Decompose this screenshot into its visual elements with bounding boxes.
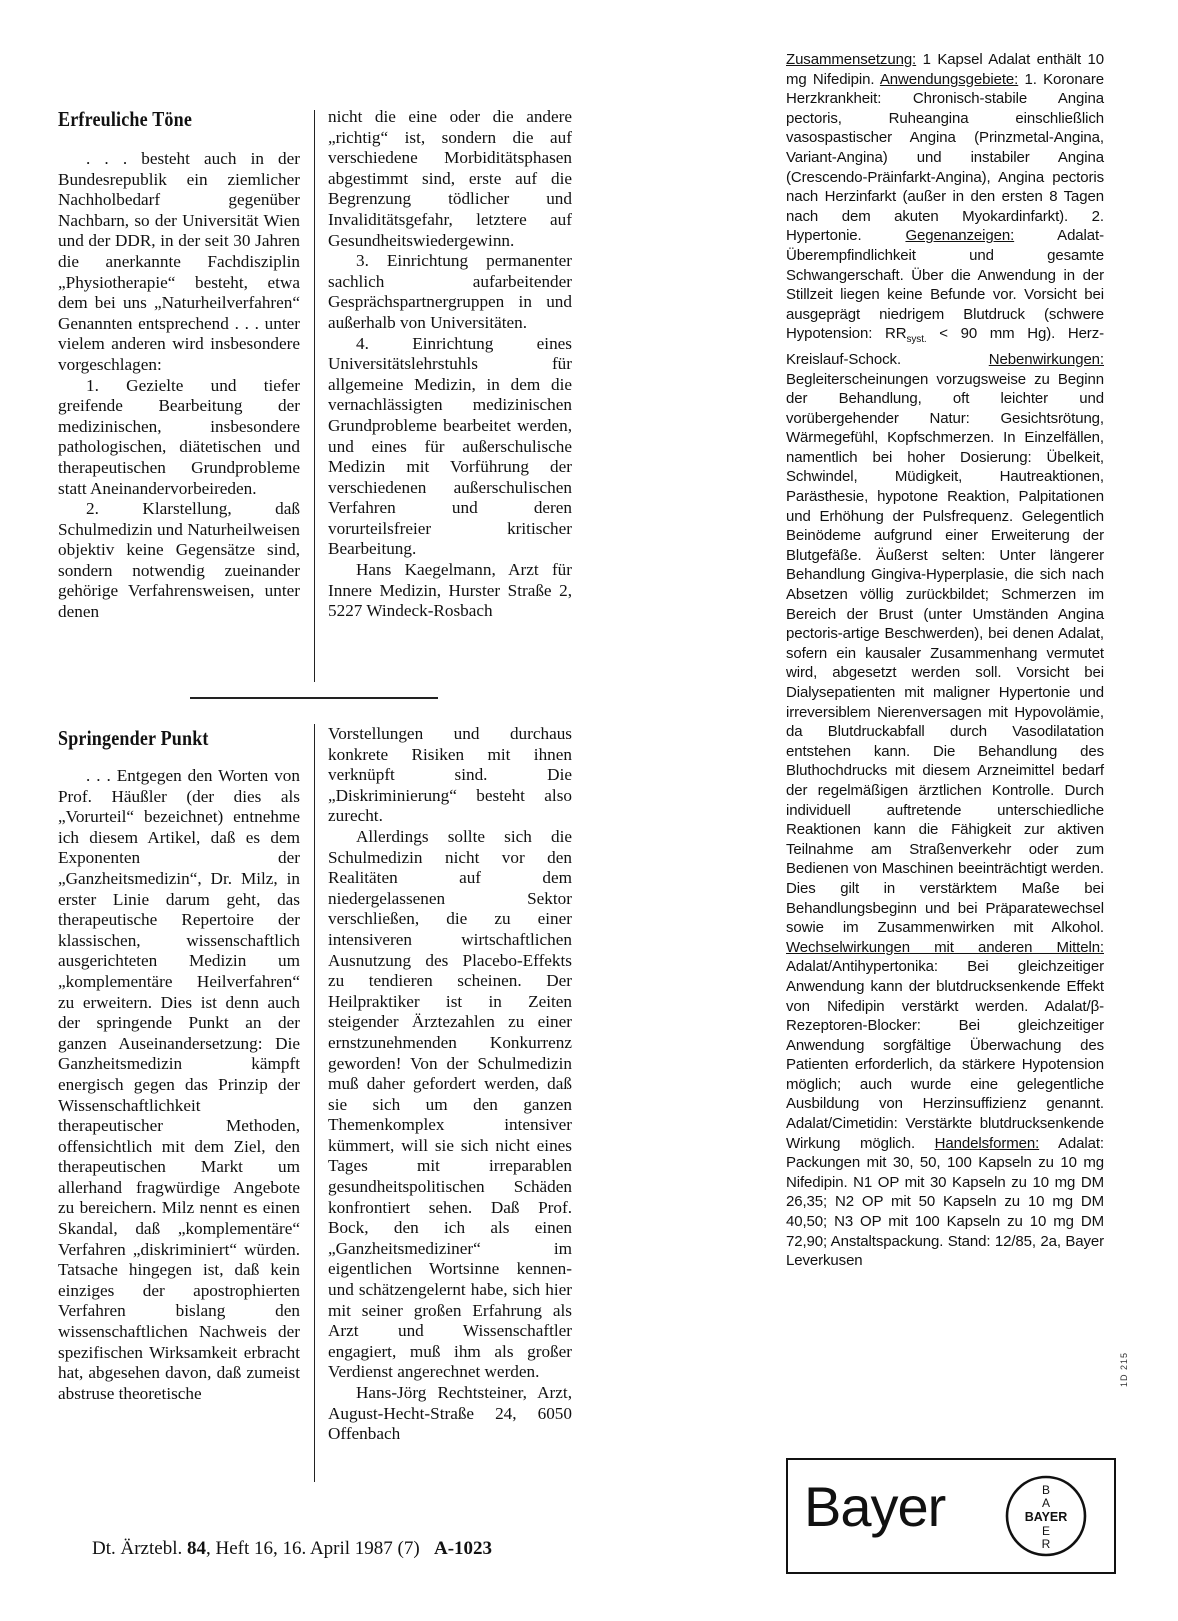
paragraph: nicht die eine oder die andere „richtig“ ist, sondern die auf verschiedene Morbiditätsphasen abgestimmt sind, erste auf die Begrenzung tödlicher und Invaliditätsgefahr, letztere auf Gesundheitswiedergewinn. xyxy=(328,107,572,250)
cross-letter-lower: E xyxy=(1041,1524,1051,1538)
paragraph: 1. Gezielte und tiefer greifende Bearbeitung der medizinischen, insbesondere pathologischen, diätetischen und therapeutischen Grundprobleme statt Aneinandervorbeireden. xyxy=(58,375,300,498)
signature: Hans-Jörg Rechtsteiner, Arzt, August-Hecht-Straße 24, 6050 Offenbach xyxy=(328,1383,572,1444)
ad-body-text xyxy=(786,50,1104,1271)
footer-page: A-1023 xyxy=(433,1538,493,1559)
ad-section-label: Gegenanzeigen: xyxy=(905,227,1015,245)
paragraph: Allerdings sollte sich die Schulmedizin nicht vor den Realitäten auf dem niedergelassenen Sektor verschließen, die zu einer intensiveren wirtschaftlichen Ausnutzung des Placebo-Effekts zu tendieren scheinen. Der Heilpraktiker ist in Zeiten steigender Ärztezahlen zu einer ernstzunehmenden Konkurrenz geworden! Von der Schulmedizin muß daher gefordert werden, daß sie sich um den ganzen Themenkomplex intensiver kümmert, will sie sich nicht eines Tages mit irreparablen gesundheitspolitischen Schäden konfrontiert sehen. Daß Prof. Bock, den ich als einen „Ganzheitsmediziner“ im eigentlichen Wortsinne kennen- und schätzengelernt habe, sich hier mit seiner großen Erfahrung als Arzt und Wissenschaftler engagiert, muß ihm als großer Verdienst angerechnet werden. xyxy=(328,826,572,1382)
footer-volume: 84 xyxy=(186,1538,206,1559)
letter1-heading: Erfreuliche Töne xyxy=(58,107,193,131)
ad-section-label: Handelsformen: xyxy=(934,1134,1040,1152)
letter2-heading: Springender Punkt xyxy=(58,726,209,750)
ad-section-label: Anwendungsgebiete: xyxy=(879,70,1019,88)
paragraph: 2. Klarstellung, daß Schulmedizin und Naturheilweisen objektiv keine Gegensätze sind, sondern notwendig zueinander gehörige Verfahrensweisen, unter denen xyxy=(58,499,300,622)
ad-text-run: Adalat: Packungen mit 30, 50, 100 Kapseln zu 10 mg Nifedipin. N1 OP mit 30 Kapseln zu 10 mg DM 26,35; N2 OP mit 50 Kapseln zu 10 mg DM 40,50; N3 OP mit 100 Kapseln zu 10 mg DM 72,90; Anstaltspackung. Stand: 12/85, 2a, Bayer Leverkusen xyxy=(786,1134,1104,1270)
letter2-col2 xyxy=(328,724,572,1445)
ad-text-run: syst. xyxy=(906,334,927,346)
letter1-col1 xyxy=(58,149,300,623)
ad-text-run: 1. Koronare Herzkrankheit: Chronisch-stabile Angina pectoris, Ruheangina einschließlich vasospastischer Angina (Prinzmetal-Angina, Variant-Angina) und instabiler Angina (Crescendo-Präinfarkt-Angina), Angina pectoris nach Herzinfarkt (außer in den ersten 8 Tagen nach dem akuten Myokardinfarkt). 2. Hypertonie. xyxy=(786,70,1104,245)
ad-side-code: 1D 215 xyxy=(1119,1351,1129,1387)
cross-horizontal: BAYER xyxy=(1024,1510,1068,1524)
column-divider xyxy=(314,110,315,682)
paragraph: . . . besteht auch in der Bundesrepublik ein ziemlicher Nachholbedarf gegenüber Nachbarn, so der Universität Wien und der DDR, in der seit 30 Jahren die anerkannte Fachdisziplin „Physiotherapie“ besteht, etwa dem bei uns „Naturheilverfahren“ Genannten entsprechend . . . unter vielem anderen wird insbesondere vorgeschlagen: xyxy=(58,149,300,374)
ad-text-run: Begleiterscheinungen vorzugsweise zu Beginn der Behandlung, oft leichter und vorübergehender Natur: Gesichtsrötung, Wärmegefühl, Kopfschmerzen. In Einzelfällen, namentlich bei hoher Dosierung: Übelkeit, Schwindel, Müdigkeit, Hautreaktionen, Parästhesie, hypotone Reaktion, Palpitationen und Erhöhung der Pulsfrequenz. Gelegentlich Beinödeme aufgrund einer Erweiterung der Blutgefäße. Äußerst selten: Unter längerer Behandlung Gingiva-Hyperplasie, die sich nach Absetzen völlig zurückbildet; Schmerzen im Bereich der Brust (unter Umständen Angina pectoris-artige Beschwerden), bei denen Adalat, sofern ein kausaler Zusammenhang vermutet wird, abgesetzt werden soll. Vorsicht bei Dialysepatienten mit maligner Hypertonie und irreversiblem Nierenversagen mit Hypovolämie, da Blutdruckabfall durch Vasodilatation entstehen kann. Die Behandlung des Bluthochdrucks mit diesem Arzneimittel bedarf der regelmäßigen ärztlichen Kontrolle. Durch individuell auftretende unterschiedliche Reaktionen kann die Fähigkeit zur aktiven Teilnahme am Straßenverkehr oder zum Bedienen von Maschinen beeinträchtigt werden. Dies gilt in verstärktem Maße bei Behandlungsbeginn und bei Präparatewechsel sowie im Zusammenwirken mit Alkohol. xyxy=(786,370,1104,937)
ad-text-run: Adalat/Antihypertonika: Bei gleichzeitiger Anwendung kann der blutdrucksenkende Effekt von Nifedipin verstärkt werden. Adalat/β-Rezeptoren-Blocker: Bei gleichzeitiger Anwendung sorgfältige Überwachung des Patienten erforderlich, da stärkere Hypotension möglich; auch wurde eine gelegentliche Ausbildung von Herzinsuffizienz genannt. Adalat/Cimetidin: Verstärkte blutdrucksenkende Wirkung möglich. xyxy=(786,958,1104,1152)
letter2-col1 xyxy=(58,766,300,1404)
ad-section-label: Nebenwirkungen: xyxy=(988,350,1104,368)
ad-section-label: Zusammensetzung: xyxy=(786,51,917,68)
footer-issue: , Heft 16, 16. April 1987 (7) xyxy=(205,1538,420,1559)
paragraph: 3. Einrichtung permanenter sachlich aufarbeitender Gesprächspartnergruppen in und außerhalb von Universitäten. xyxy=(328,251,572,332)
adalat-prescribing-info xyxy=(786,50,1104,1271)
section-divider xyxy=(190,697,438,699)
paragraph: 4. Einrichtung eines Universitätslehrstuhls für allgemeine Medizin, in dem die vernachlässigten medizinischen Grundprobleme bearbeitet werden, und eines für außerschulische Medizin mit Vorführung der verschiedenen außerschulischen Verfahren und deren vorurteilsfreier kritischer Bearbeitung. xyxy=(328,333,572,559)
page-footer xyxy=(92,1538,492,1560)
footer-journal: Dt. Ärztebl. xyxy=(92,1538,183,1559)
cross-letter-top: B xyxy=(1041,1483,1051,1497)
letter1-col2 xyxy=(328,107,572,622)
bayer-logo-box xyxy=(786,1458,1116,1574)
ad-section-label: Wechselwirkungen mit anderen Mitteln: xyxy=(786,938,1104,956)
paragraph: Vorstellungen und durchaus konkrete Risiken mit ihnen verknüpft sind. Die „Diskriminierung“ besteht also zurecht. xyxy=(328,724,572,826)
ad-text-run: 1 Kapsel Adalat enthält 10 mg Nifedipin. xyxy=(786,51,1104,88)
signature: Hans Kaegelmann, Arzt für Innere Medizin, Hurster Straße 2, 5227 Windeck-Rosbach xyxy=(328,560,572,621)
ad-text-run: Adalat-Überempfindlichkeit und gesamte Schwangerschaft. Über die Anwendung in der Stillzeit liegen keine Befunde vor. Vorsicht bei ausgeprägt niedrigem Blutdruck (schwere Hypotension: RR xyxy=(786,227,1104,343)
paragraph: . . . Entgegen den Worten von Prof. Häußler (der dies als „Vorurteil“ bezeichnet) entnehme ich diesem Artikel, daß es dem Exponenten der „Ganzheitsmedizin“, Dr. Milz, in erster Linie darum geht, das therapeutische Repertoire der klassischen, wissenschaftlich ausgerichteten Medizin um „komplementäre Heilverfahren“ zu erweitern. Dies ist denn auch der springende Punkt an der ganzen Auseinandersetzung: Die Ganzheitsmedizin kämpft energisch gegen das Prinzip der Wissenschaftlichkeit therapeutischer Methoden, offensichtlich mit dem Ziel, den therapeutischen Markt um allerhand fragwürdige Angebote zu bereichern. Milz nennt es einen Skandal, daß „komplementäre“ Verfahren „diskriminiert“ würden. Tatsache hingegen ist, daß kein einziges der apostrophierten Verfahren bislang den wissenschaftlichen Nachweis der spezifischen Wirksamkeit erbracht hat, abgesehen davon, daß zumeist abstruse theoretische xyxy=(58,766,300,1403)
cross-letter-bottom: R xyxy=(1041,1537,1051,1551)
cross-letter-upper: A xyxy=(1041,1496,1051,1510)
ad-text-run: < 90 mm Hg). Herz-Kreislauf-Schock. xyxy=(786,325,1104,368)
column-divider xyxy=(314,724,315,1482)
bayer-logo-word: Bayer xyxy=(804,1475,946,1538)
bayer-cross-icon xyxy=(1004,1474,1088,1558)
